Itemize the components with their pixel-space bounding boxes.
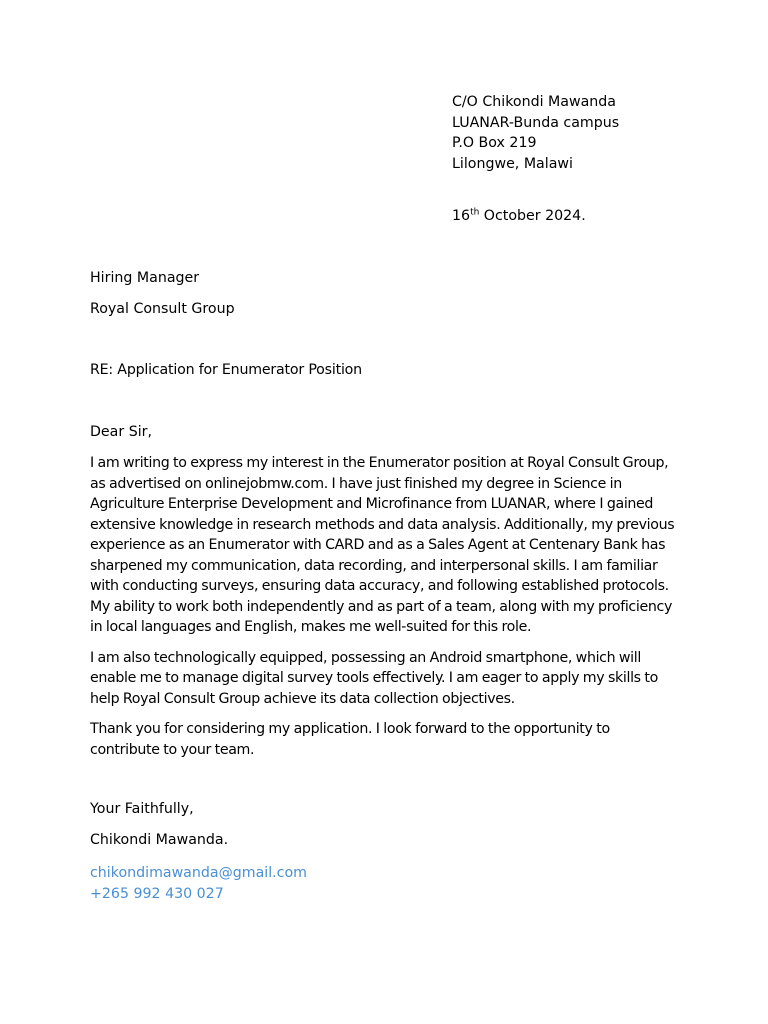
body-paragraph-2: I am also technologically equipped, possessing an Android smartphone, which will enable me to manage digital survey tools effectively. I am eager to apply my skills to help Royal Consult Group achieve its data collection objectives.: [90, 649, 658, 707]
salutation: Dear Sir,: [90, 424, 152, 440]
contact-block: [90, 863, 307, 904]
email-link[interactable]: chikondimawanda@gmail.com: [90, 865, 307, 881]
letter-body: [90, 453, 682, 770]
address-line-1: C/O Chikondi Mawanda: [452, 94, 616, 110]
subject-line: RE: Application for Enumerator Position: [90, 362, 362, 378]
sender-address: [452, 92, 752, 174]
address-line-3: P.O Box 219: [452, 135, 537, 151]
signature-name: Chikondi Mawanda.: [90, 832, 229, 848]
body-paragraph-3: Thank you for considering my application. I look forward to the opportunity to contribute to your team.: [90, 721, 610, 758]
recipient-company: Royal Consult Group: [90, 300, 235, 317]
phone-number[interactable]: +265 992 430 027: [90, 885, 224, 902]
date-day: 16: [452, 208, 471, 224]
closing-line: Your Faithfully,: [90, 801, 194, 817]
body-paragraph-1: I am writing to express my interest in the Enumerator position at Royal Consult Group, as advertised on onlinejobmw.com. I have just finished my degree in Science in Agriculture Enterprise Development and Microfinance from LUANAR, where I gained extensive knowledge in research methods and data analysis. Additionally, my previous experience as an Enumerator with CARD and as a Sales Agent at Centenary Bank has sharpened my communication, data recording, and interpersonal skills. I am familiar with conducting surveys, ensuring data accuracy, and following established protocols. My ability to work both independently and as part of a team, along with my proficiency in local languages and English, makes me well-suited for this role.: [90, 455, 675, 635]
address-line-4: Lilongwe, Malawi: [452, 155, 573, 172]
recipient-title: Hiring Manager: [90, 270, 200, 286]
date-rest: October 2024.: [479, 208, 586, 224]
address-line-2: LUANAR-Bunda campus: [452, 114, 620, 131]
letter-date: [452, 206, 586, 227]
recipient-block: [90, 268, 235, 329]
date-suffix: th: [470, 207, 480, 218]
